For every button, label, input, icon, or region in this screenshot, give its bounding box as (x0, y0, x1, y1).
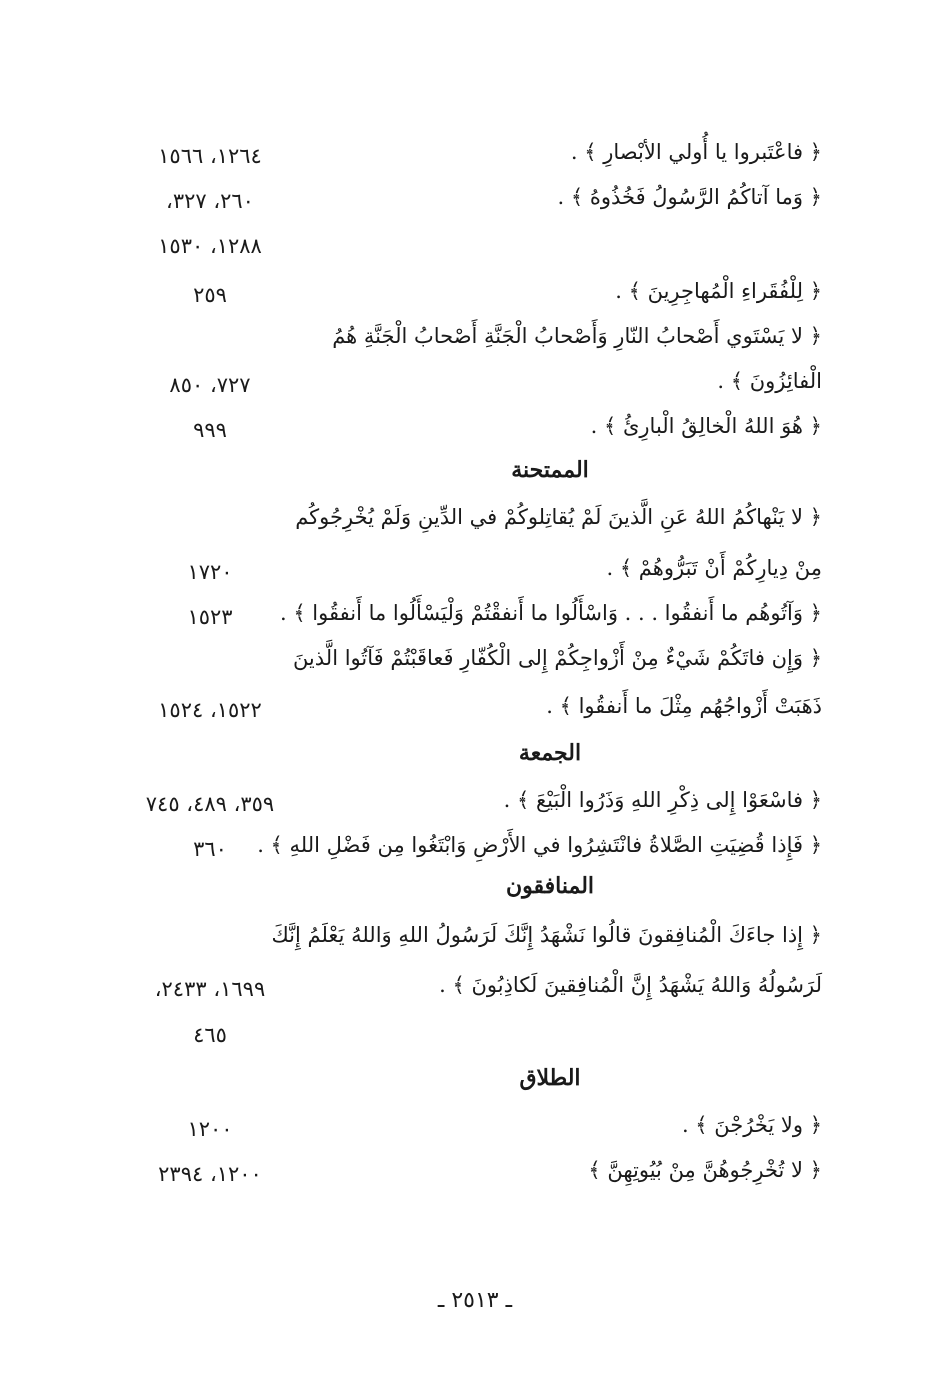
reference-numbers: ١٦٩٩، ٢٤٣٣، (154, 977, 266, 1001)
reference-numbers: ١٧٢٠ (187, 560, 233, 584)
section-heading: الجمعة (518, 740, 582, 766)
verse-line: ﴿ وَما آتاكُمُ الرَّسُولُ فَخُذُوهُ ﴾ . (557, 185, 822, 209)
verse-line: ﴿ وَإِن فاتَكُمْ شَيْءٌ مِنْ أَزْواجِكُمْ إِلى الْكُفّارِ فَعاقَبْتُمْ فَآتُوا الَّذينَ (292, 646, 822, 670)
reference-numbers: ١٢٠٠، ٢٣٩٤ (158, 1162, 262, 1186)
verse-line: ﴿ ولا يَخْرُجْنَ ﴾ . (681, 1113, 822, 1137)
reference-numbers: ٣٥٩، ٤٨٩، ٧٤٥ (145, 792, 275, 816)
verse-line: ﴿ لِلْفُقَراءِ الْمُهاجِرِينَ ﴾ . (615, 279, 822, 303)
reference-numbers: ١٥٢٣ (187, 605, 233, 629)
verse-line: ﴿ وَآتُوهُم ما أَنفقُوا . . . وَاسْأَلُوا ما أَنفقْتُمْ وَلْيَسْأَلُوا ما أَنفقُوا ﴾ . (279, 601, 822, 625)
reference-numbers: ٢٦٠، ٣٢٧، (166, 189, 254, 213)
reference-numbers: ٣٦٠ (193, 837, 227, 861)
verse-line: الْفائِزُونَ ﴾ . (717, 369, 822, 393)
reference-numbers: ٢٥٩ (193, 283, 227, 307)
reference-numbers: ١٢٠٠ (187, 1117, 233, 1141)
section-heading: الطلاق (519, 1065, 581, 1091)
verse-line: ﴿ هُوَ اللهُ الْخالِقُ الْبارِئُ ﴾ . (590, 414, 822, 438)
reference-numbers: ٤٦٥ (193, 1023, 227, 1047)
verse-line: لَرَسُولُهُ وَاللهُ يَشْهَدُ إِنَّ الْمُنافِقينَ لَكاذِبُونَ ﴾ . (439, 973, 822, 997)
section-heading: الممتحنة (511, 457, 589, 483)
verse-line: ﴿ فاعْتَبروا يا أُولي الأبْصارِ ﴾ . (570, 140, 822, 164)
verse-line: ﴿ إِذا جاءَكَ الْمُنافِقونَ قالُوا نَشْهَدُ إِنَّكَ لَرَسُولُ اللهِ وَاللهُ يَعْلَمُ إِنَّكَ (271, 923, 822, 947)
section-heading: المنافقون (505, 873, 595, 899)
page-number: ـ ٢٥١٣ ـ (437, 1288, 513, 1313)
reference-numbers: ١٢٦٤، ١٥٦٦ (158, 144, 262, 168)
verse-line: ﴿ فاسْعَوْا إِلى ذِكْرِ اللهِ وَذَرُوا الْبَيْعَ ﴾ . (503, 788, 822, 812)
verse-line: ﴿ لا يَنْهاكُمُ اللهُ عَنِ الَّذينَ لَمْ يُقاتِلوكُمْ في الدِّينِ وَلَمْ يُخْرِجُوكُم (295, 505, 822, 529)
reference-numbers: ٧٢٧، ٨٥٠ (169, 373, 251, 397)
verse-line: ﴿ لا يَسْتَوي أَصْحابُ النّارِ وَأَصْحابُ الْجَنَّةِ أَصْحابُ الْجَنَّةِ هُمُ (332, 324, 822, 348)
verse-line: مِنْ دِيارِكُمْ أَنْ تَبَرُّوهُمْ ﴾ . (606, 556, 822, 580)
reference-numbers: ١٢٨٨، ١٥٣٠ (158, 234, 262, 258)
verse-line: ذَهَبَتْ أَزْواجُهُم مِثْلَ ما أَنفقُوا ﴾ . (546, 694, 822, 718)
verse-line: ﴿ فَإِذا قُضِيَتِ الصَّلاةُ فانْتَشِرُوا في الأَرْضِ وَابْتَغُوا مِن فَضْلِ اللهِ ﴾ . (257, 833, 822, 857)
reference-numbers: ٩٩٩ (193, 418, 227, 442)
verse-line: ﴿ لا تُخْرِجُوهُنَّ مِنْ بُيُوتِهِنَّ ﴾ (588, 1158, 822, 1182)
reference-numbers: ١٥٢٢، ١٥٢٤ (158, 698, 262, 722)
